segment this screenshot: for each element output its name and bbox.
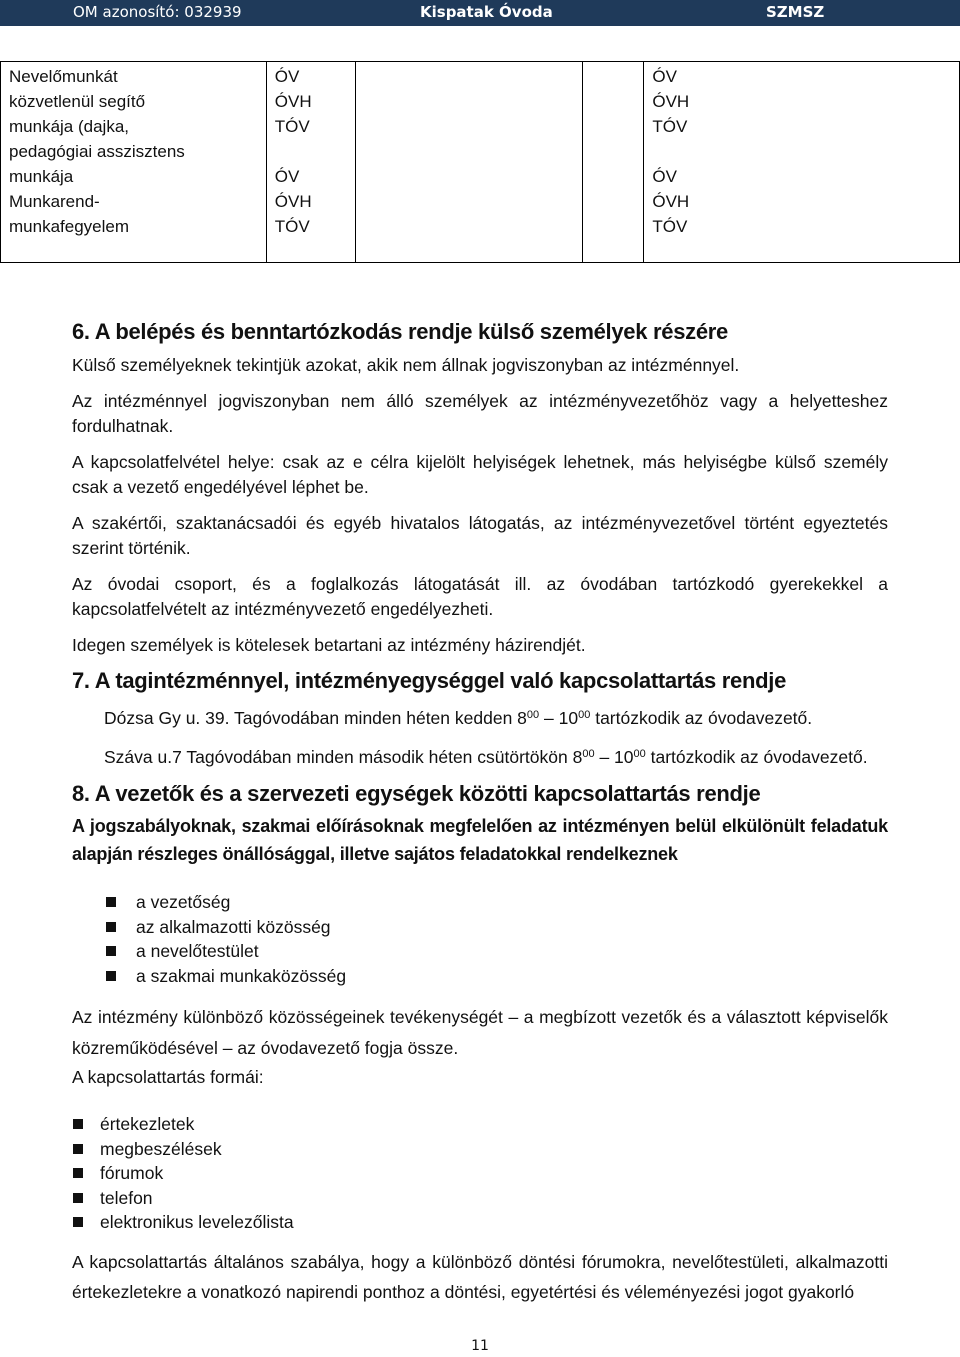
forms-label: A kapcsolattartás formái: [72,1067,264,1087]
table-cell-responsible [266,62,355,263]
paragraph: Az óvodai csoport, és a foglalkozás látogatását ill. az óvodában tartózkodó gyerekekkel a kapcsolatfelvételt az intézményvezető engedélyezheti. [72,574,888,619]
list-item: az alkalmazotti közösség [72,915,888,940]
paragraph: Idegen személyek is kötelesek betartani az intézmény házirendjét. [72,635,586,655]
paragraph: Külső személyeknek tekintjük azokat, akik nem állnak jogviszonyban az intézménnyel. [72,355,740,375]
table-cell-empty [355,62,583,263]
role-codes: ÓV ÓVH TÓV [274,67,312,136]
paragraph: A kapcsolatfelvétel helye: csak az e célra kijelölt helyiségek lehetnek, más helyiségbe külső személy csak a vezető engedélyével léphet be. [72,452,888,497]
list-item: fórumok [72,1161,888,1186]
page-number: 11 [471,1338,489,1354]
table-cell-controller [644,62,960,263]
table-cell-empty [583,62,644,263]
page-header [0,0,960,26]
list-item: a szakmai munkaközösség [72,964,888,989]
role-codes: ÓV ÓVH TÓV [652,167,690,236]
paragraph: A kapcsolattartás általános szabálya, hogy a különböző döntési fórumokra, nevelőtestületi, alkalmazotti értekezletekre a vonatkozó napirendi ponthoz a döntési, egyetértési és véleményezési jogot gyakorló [72,1251,888,1302]
visit-schedule-line: Száva u.7 Tagóvodában minden második héten csütörtökön $8^{00} - 10^{00}$ tartózkodik az óvodavezető. [104,747,868,767]
visit-schedule-line: Dózsa Gy u. 39. Tagóvodában minden héten kedden $8^{00} - 10^{00}$ tartózkodik az óvodavezető. [104,708,813,728]
header-institution: Kispatak Óvoda [420,3,553,21]
responsibility-table [0,61,960,263]
list-item: a nevelőtestület [72,939,888,964]
paragraph: Az intézménnyel jogviszonyban nem álló személyek az intézményvezetőhöz vagy a helyetteshez fordulhatnak. [72,391,888,436]
role-codes: ÓV ÓVH TÓV [652,67,690,136]
section-8-heading: 8. A vezetők és a szervezeti egységek közötti kapcsolattartás rendje [72,781,761,806]
page-body [72,318,888,1307]
paragraph: Az intézmény különböző közösségeinek tevékenységét – a megbízott vezetők és a választott képviselők közreműködésével – az óvodavezető fogja össze. [72,1007,888,1058]
table-row [1,62,960,263]
list-item: a vezetőség [72,890,888,915]
units-list [72,890,888,988]
list-item: megbeszélések [72,1137,888,1162]
list-item: telefon [72,1186,888,1211]
table-cell-task: Nevelőmunkát közvetlenül segítő munkája (dajka, pedagógiai asszisztens munkája Munkarend- munkafegyelem [1,62,267,263]
section-6-heading: 6. A belépés és benntartózkodás rendje külső személyek részére [72,319,728,344]
role-codes: ÓV ÓVH TÓV [274,167,312,236]
section-7-heading: 7. A tagintézménnyel, intézményegységgel való kapcsolattartás rendje [72,668,787,693]
list-item: értekezletek [72,1112,888,1137]
bold-intro: A jogszabályoknak, szakmai előírásoknak megfelelően az intézményen belül elkülönült feladatuk alapján részleges önállósággal, illetve sajátos feladatokkal rendelkeznek [72,816,888,864]
header-doc-type: SZMSZ [766,3,825,21]
paragraph: A szakértői, szaktanácsadói és egyéb hivatalos látogatás, az intézményvezetővel történt egyeztetés szerint történik. [72,513,888,558]
forms-list [72,1112,888,1235]
header-om-id: OM azonosító: 032939 [73,3,242,21]
list-item: elektronikus levelezőlista [72,1210,888,1235]
